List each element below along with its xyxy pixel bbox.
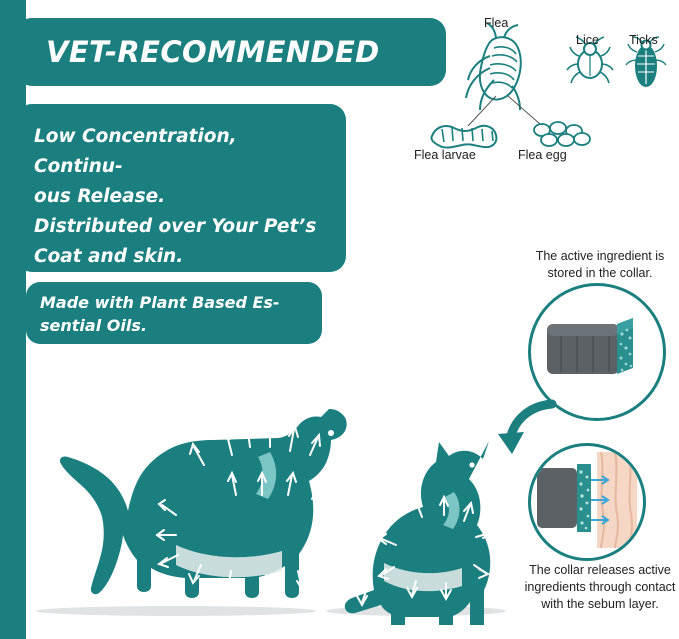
concentration-line-3: Distributed over Your Pet’s — [34, 215, 317, 237]
concentration-line-1: Low Concentration, Continu- — [34, 126, 237, 177]
flea-egg-label: Flea egg — [518, 148, 567, 162]
dog-shadow — [36, 606, 316, 616]
left-accent-bar — [0, 0, 26, 639]
page-title: VET-RECOMMENDED — [46, 35, 380, 69]
pet-diagram-svg — [26, 395, 526, 625]
collar-skin-svg — [531, 446, 637, 552]
flea-larvae-icon — [431, 126, 496, 148]
active-ingredient-caption: The active ingredient is stored in the collar. — [535, 249, 665, 280]
flea-egg-icon — [534, 122, 590, 146]
headline-banner — [16, 18, 446, 86]
lice-label: Lice — [576, 33, 599, 47]
essential-oils-card — [26, 282, 322, 344]
concentration-card — [16, 104, 346, 272]
pet-distribution-diagram — [26, 395, 526, 625]
collar-cross-section-svg — [531, 286, 657, 412]
flea-larvae-label: Flea larvae — [414, 148, 476, 162]
parasite-diagram — [400, 8, 679, 183]
collar-skin-contact-illustration — [528, 443, 646, 561]
flea-icon — [466, 23, 521, 110]
concentration-line-4: Coat and skin. — [34, 245, 184, 267]
concentration-line-2: ous Release. — [34, 185, 166, 207]
essential-oils-line-2: sential Oils. — [40, 316, 147, 336]
essential-oils-line-1: Made with Plant Based Es- — [40, 293, 280, 312]
flea-label: Flea — [484, 16, 509, 30]
ticks-label: Ticks — [629, 33, 658, 47]
collar-release-caption: The collar releases active ingredients through contact with the sebum layer. — [524, 563, 676, 611]
